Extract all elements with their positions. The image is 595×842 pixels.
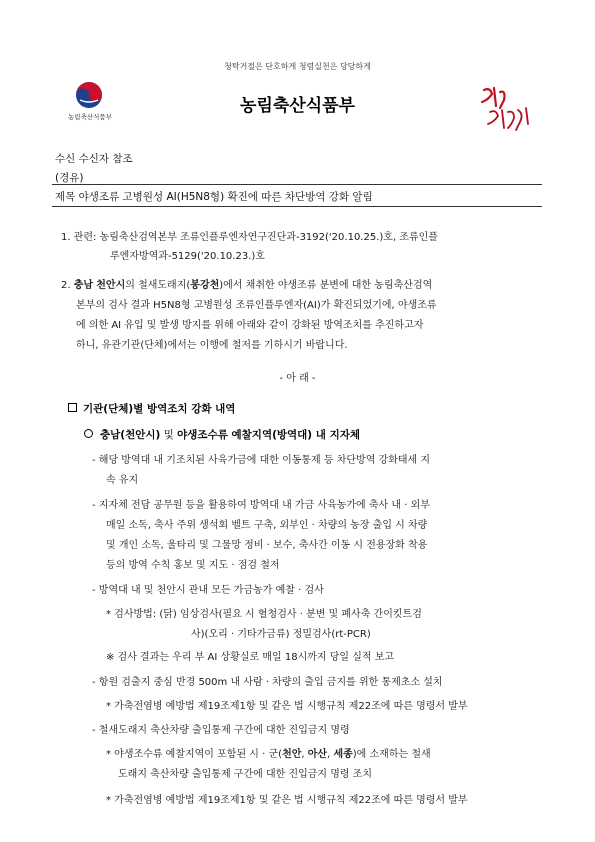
city-separator-2: , xyxy=(327,749,334,760)
bullet-circle-icon xyxy=(84,429,93,438)
section-title-text: 기관(단체)별 방역조치 강화 내역 xyxy=(83,403,236,415)
item2-line3: 에 의한 AI 유입 및 발생 방지를 위해 아래와 같이 강화된 방역조치를 추진하고자 xyxy=(76,320,424,331)
item2-text-b: )에서 채취한 야생조류 분변에 대한 농림축산검역 xyxy=(219,280,433,291)
subsection-title xyxy=(84,427,360,442)
bullet5-note1-line2: 도래지 축산차량 출입통제 구간에 대한 진입금지 명령 조치 xyxy=(118,769,373,780)
bullet5-note1-prefix: * 야생조수류 예찰지역이 포함된 시 · 군( xyxy=(106,749,283,760)
below-heading: - 아 래 - xyxy=(279,373,316,384)
bullet2-line4: 등의 방역 수칙 홍보 및 지도 · 점검 철저 xyxy=(106,560,280,571)
calligraphy-slogan-image xyxy=(476,84,536,134)
bullet3-note1-line2: 사)(오리 · 기타가금류) 정밀검사(rt-PCR) xyxy=(191,629,371,640)
bullet5-line: - 철새도래지 축산차량 출입통제 구간에 대한 진입금지 명령 xyxy=(92,725,350,736)
item2-line2: 본부의 검사 결과 H5N8형 고병원성 조류인플루엔자(AI)가 확진되었기에, 야생조류 xyxy=(76,300,437,311)
section-title xyxy=(68,401,235,416)
bullet2-line3: 및 개인 소독, 울타리 및 그물망 정비 · 보수, 축사간 이동 시 전용장화 착용 xyxy=(106,540,428,551)
city-cheonan: 천안 xyxy=(282,749,302,760)
subsection-and: 및 xyxy=(160,429,178,441)
ministry-title: 농림축산식품부 xyxy=(240,96,355,116)
item2-line1 xyxy=(61,276,432,291)
header-divider-bottom xyxy=(52,206,542,207)
bullet2-line2: 매일 소독, 축사 주위 생석회 벨트 구축, 외부인 · 차량의 농장 출입 시 차량 xyxy=(106,520,428,531)
bullet5-note2: * 가축전염병 예방법 제19조제1항 및 같은 법 시행규칙 제22조에 따른 명령서 발부 xyxy=(106,795,468,806)
item2-line4: 하니, 유관기관(단체)에서는 이행에 철저를 기하시기 바랍니다. xyxy=(76,340,348,351)
checkbox-square-icon xyxy=(68,403,77,412)
slogan: 청탁거절은 단호하게 청렴실천은 당당하게 xyxy=(224,62,371,71)
bullet3-note1-line1: * 검사방법: (닭) 임상검사(필요 시 혈청검사 · 분변 및 폐사축 간이킷트검 xyxy=(106,609,422,620)
bullet3-note2: ※ 검사 결과는 우리 부 AI 상황실로 매일 18시까지 당일 실적 보고 xyxy=(106,652,395,663)
bullet5-note1-suffix: )에 소재하는 철새 xyxy=(352,749,431,760)
city-sejong: 세종 xyxy=(333,749,353,760)
bullet2-line1: - 지자체 전담 공무원 등을 활용하여 방역대 내 가금 사육농가에 축사 내 · 외부 xyxy=(92,500,430,511)
bullet1-line1: - 해당 방역대 내 기조치된 사육가금에 대한 이동통제 등 차단방역 강화태세 지 xyxy=(92,455,431,466)
city-separator-1: , xyxy=(301,749,308,760)
item2-region-cheonan: 천안시 xyxy=(96,280,126,291)
header-divider-top xyxy=(52,184,542,185)
item2-region-chungnam: 충남 xyxy=(73,280,94,291)
bullet4-line: - 항원 검출지 중심 반경 500m 내 사람 · 차량의 출입 금지를 위한 통제초소 설치 xyxy=(92,677,443,688)
item2-number: 2. xyxy=(61,280,74,291)
subsection-area: 야생조수류 예찰지역(방역대) 내 지자체 xyxy=(177,429,360,441)
item2-text-a: 의 철새도래지( xyxy=(125,280,191,291)
via-line: (경유) xyxy=(55,172,84,184)
bullet5-note1-line1 xyxy=(106,745,431,760)
bullet4-note: * 가축전염병 예방법 제19조제1항 및 같은 법 시행규칙 제22조에 따른 명령서 발부 xyxy=(106,701,468,712)
subsection-region: 충남(천안시) xyxy=(100,429,161,441)
item1-line2: 루엔자방역과-5129('20.10.23.)호 xyxy=(110,251,265,262)
bullet1-line2: 속 유지 xyxy=(106,475,139,486)
recipient-line: 수신 수신자 참조 xyxy=(55,153,133,165)
item1-line1: 1. 관련: 농림축산검역본부 조류인플루엔자연구진단과-3192('20.10.25.)호, 조류인플 xyxy=(61,232,438,243)
subject-line: 제목 야생조류 고병원성 AI(H5N8형) 확진에 따른 차단방역 강화 알림 xyxy=(55,191,373,203)
item2-site-bongang: 봉강천 xyxy=(190,280,220,291)
logo-caption: 농림축산식품부 xyxy=(68,113,112,121)
bullet3-line: - 방역대 내 및 천안시 관내 모든 가금농가 예찰 · 검사 xyxy=(92,585,324,596)
city-asan: 아산 xyxy=(307,749,328,760)
